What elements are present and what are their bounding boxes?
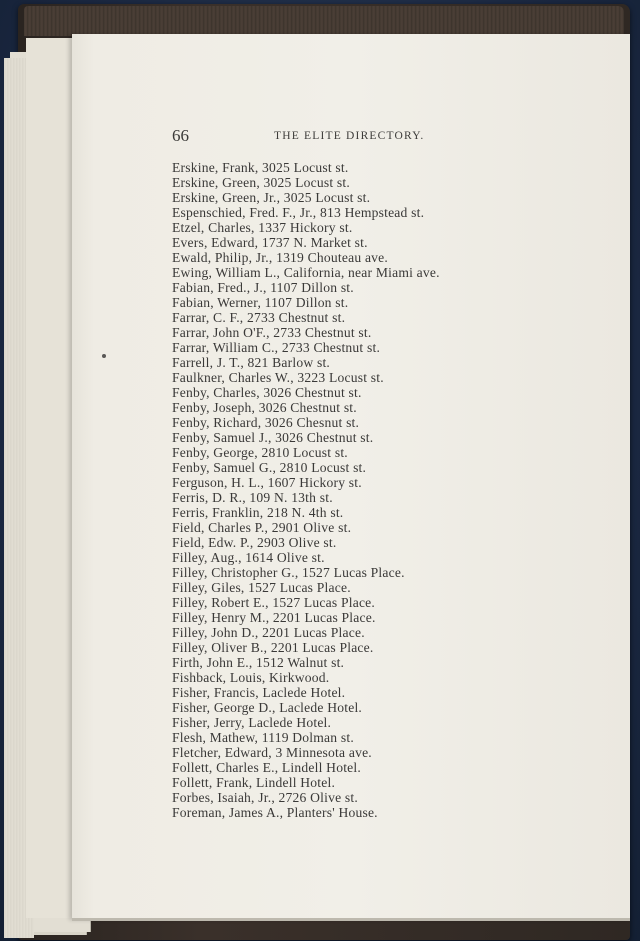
directory-entry: Ferguson, H. L., 1607 Hickory st. [172,475,362,490]
margin-mark [102,354,106,358]
directory-entry: Farrar, William C., 2733 Chestnut st. [172,340,381,355]
directory-entry: Fabian, Werner, 1107 Dillon st. [172,295,349,310]
directory-entry: Fisher, Francis, Laclede Hotel. [172,685,346,700]
directory-entry: Fisher, Jerry, Laclede Hotel. [172,715,332,730]
directory-entry: Farrell, J. T., 821 Barlow st. [172,355,331,370]
directory-entry: Follett, Frank, Lindell Hotel. [172,775,336,790]
directory-entry: Follett, Charles E., Lindell Hotel. [172,760,361,775]
directory-entry: Firth, John E., 1512 Walnut st. [172,655,345,670]
page-number: 66 [172,126,189,145]
directory-entry: Filley, Aug., 1614 Olive st. [172,550,325,565]
directory-entry: Fenby, George, 2810 Locust st. [172,445,348,460]
directory-entry: Faulkner, Charles W., 3223 Locust st. [172,370,384,385]
directory-entry: Filley, Giles, 1527 Lucas Place. [172,580,351,595]
directory-entry: Farrar, C. F., 2733 Chestnut st. [172,310,346,325]
directory-entries [172,160,532,820]
directory-entry: Farrar, John O'F., 2733 Chestnut st. [172,325,372,340]
directory-entry: Ferris, D. R., 109 N. 13th st. [172,490,333,505]
directory-entry: Fenby, Samuel G., 2810 Locust st. [172,460,367,475]
directory-entry: Evers, Edward, 1737 N. Market st. [172,235,368,250]
running-head: THE ELITE DIRECTORY. [274,130,425,142]
directory-entry: Filley, Christopher G., 1527 Lucas Place. [172,565,405,580]
directory-entry: Field, Edw. P., 2903 Olive st. [172,535,337,550]
page-bottom-edge [72,918,630,921]
directory-entry: Fenby, Charles, 3026 Chestnut st. [172,385,362,400]
directory-entry: Erskine, Green, 3025 Locust st. [172,175,350,190]
directory-entry: Fenby, Samuel J., 3026 Chestnut st. [172,430,374,445]
directory-entry: Etzel, Charles, 1337 Hickory st. [172,220,353,235]
directory-entry: Filley, Henry M., 2201 Lucas Place. [172,610,376,625]
cover-spine-texture [24,6,624,36]
directory-entry: Filley, Oliver B., 2201 Lucas Place. [172,640,374,655]
directory-entry: Ewald, Philip, Jr., 1319 Chouteau ave. [172,250,389,265]
directory-entry: Flesh, Mathew, 1119 Dolman st. [172,730,354,745]
directory-entry: Field, Charles P., 2901 Olive st. [172,520,352,535]
directory-entry: Fletcher, Edward, 3 Minnesota ave. [172,745,372,760]
directory-entry: Fenby, Richard, 3026 Chesnut st. [172,415,360,430]
directory-entry: Fabian, Fred., J., 1107 Dillon st. [172,280,354,295]
directory-entry: Filley, Robert E., 1527 Lucas Place. [172,595,376,610]
directory-entry: Fisher, George D., Laclede Hotel. [172,700,363,715]
directory-entry: Fishback, Louis, Kirkwood. [172,670,330,685]
directory-entry: Erskine, Frank, 3025 Locust st. [172,160,349,175]
page-header [172,126,472,150]
directory-entry: Erskine, Green, Jr., 3025 Locust st. [172,190,371,205]
directory-entry: Espenschied, Fred. F., Jr., 813 Hempstead st. [172,205,425,220]
directory-entry: Fenby, Joseph, 3026 Chestnut st. [172,400,357,415]
directory-entry: Foreman, James A., Planters' House. [172,805,378,820]
directory-entry: Forbes, Isaiah, Jr., 2726 Olive st. [172,790,358,805]
directory-entry: Ewing, William L., California, near Miami ave. [172,265,440,280]
directory-entry: Ferris, Franklin, 218 N. 4th st. [172,505,344,520]
directory-entry: Filley, John D., 2201 Lucas Place. [172,625,365,640]
